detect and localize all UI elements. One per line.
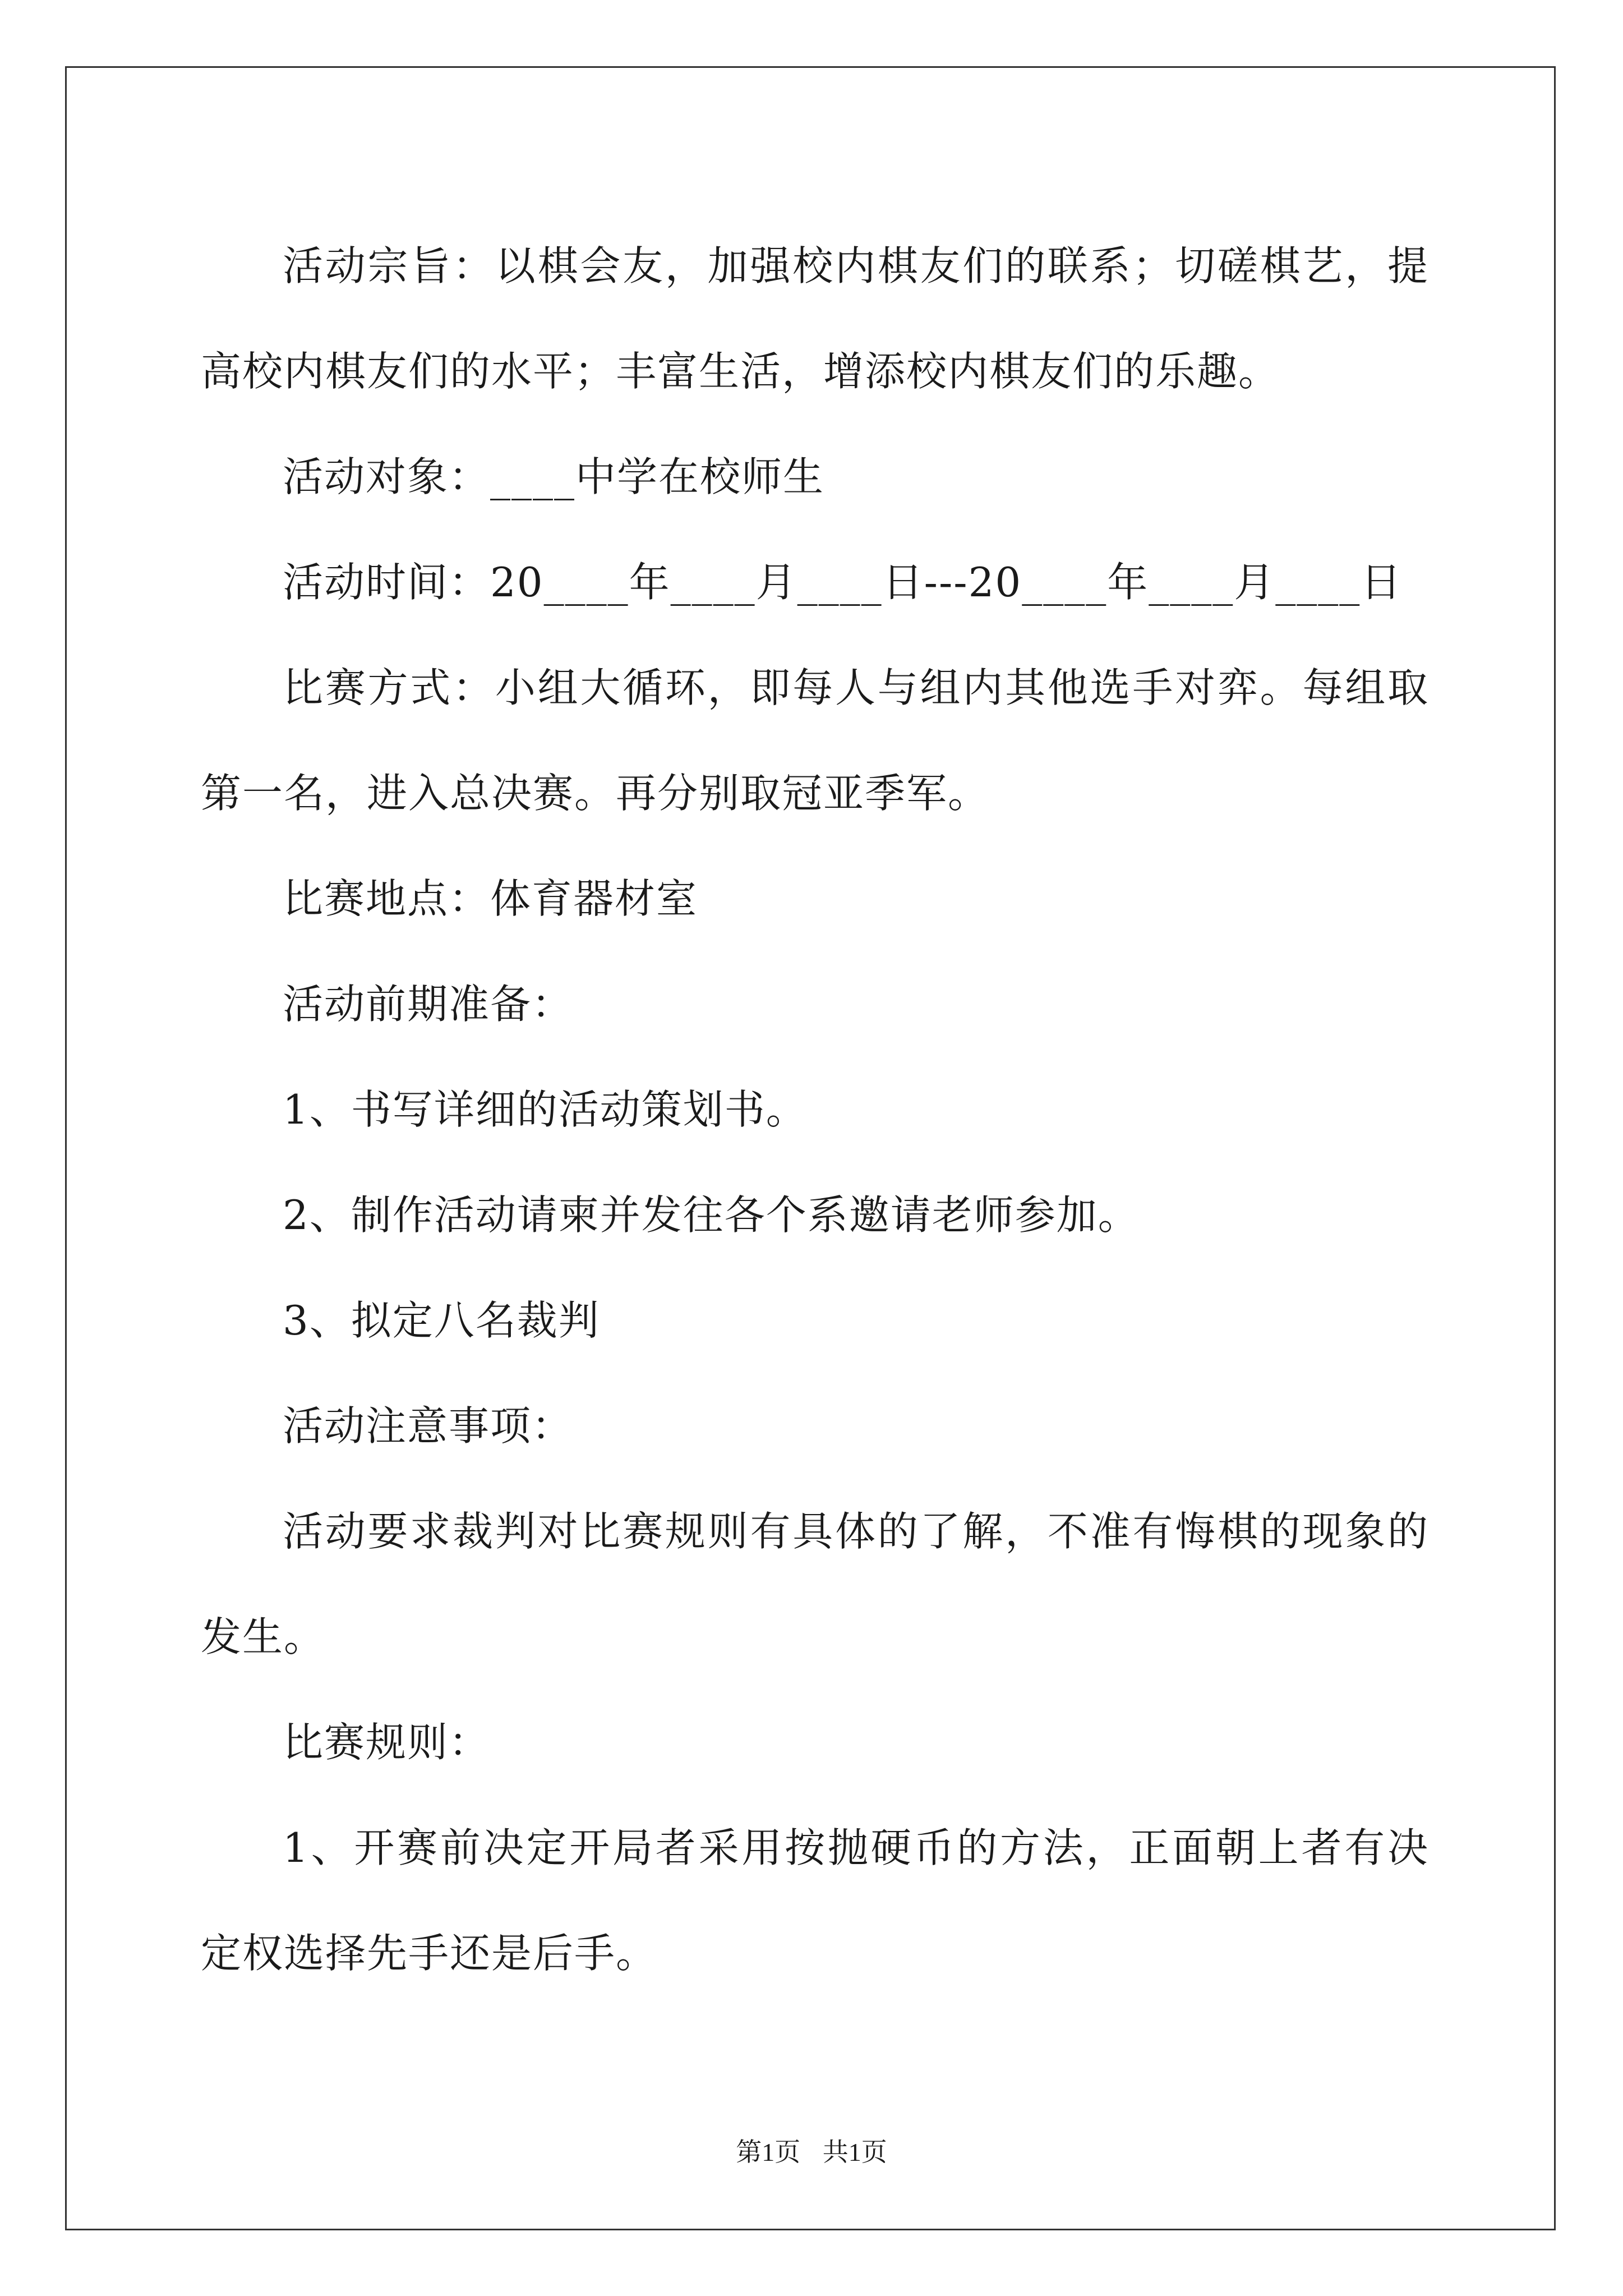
paragraph-purpose: 活动宗旨：以棋会友，加强校内棋友们的联系；切磋棋艺，提高校内棋友们的水平；丰富生活，增添校内棋友们的乐趣。 [201, 242, 1429, 395]
page-footer [0, 2132, 1623, 2169]
paragraph-time: 活动时间：20____年____月____日---20____年____月____日 [283, 559, 1403, 606]
paragraph-format: 比赛方式：小组大循环，即每人与组内其他选手对弈。每组取第一名，进入总决赛。再分别取冠亚季军。 [201, 664, 1429, 817]
document-body [201, 213, 1429, 2006]
paragraph-rules-heading: 比赛规则： [283, 1719, 491, 1766]
paragraph-preparation-item-2: 2、制作活动请柬并发往各个系邀请老师参加。 [283, 1191, 1140, 1239]
paragraph-preparation-heading: 活动前期准备： [283, 981, 574, 1028]
paragraph-preparation-item-1: 1、书写详细的活动策划书。 [283, 1086, 808, 1133]
paragraph-notes-heading: 活动注意事项： [283, 1402, 574, 1450]
paragraph-rules-item-1: 1、开赛前决定开局者采用按抛硬币的方法，正面朝上者有决定权选择先手还是后手。 [201, 1824, 1429, 1977]
paragraph-participants: 活动对象：____中学在校师生 [283, 453, 825, 500]
page-number-current: 第1页 [736, 2138, 801, 2166]
page-number-total: 共1页 [822, 2138, 887, 2166]
paragraph-preparation-item-3: 3、拟定八名裁判 [283, 1297, 600, 1344]
paragraph-notes-body: 活动要求裁判对比赛规则有具体的了解，不准有悔棋的现象的发生。 [201, 1508, 1429, 1660]
paragraph-location: 比赛地点：体育器材室 [283, 875, 698, 922]
